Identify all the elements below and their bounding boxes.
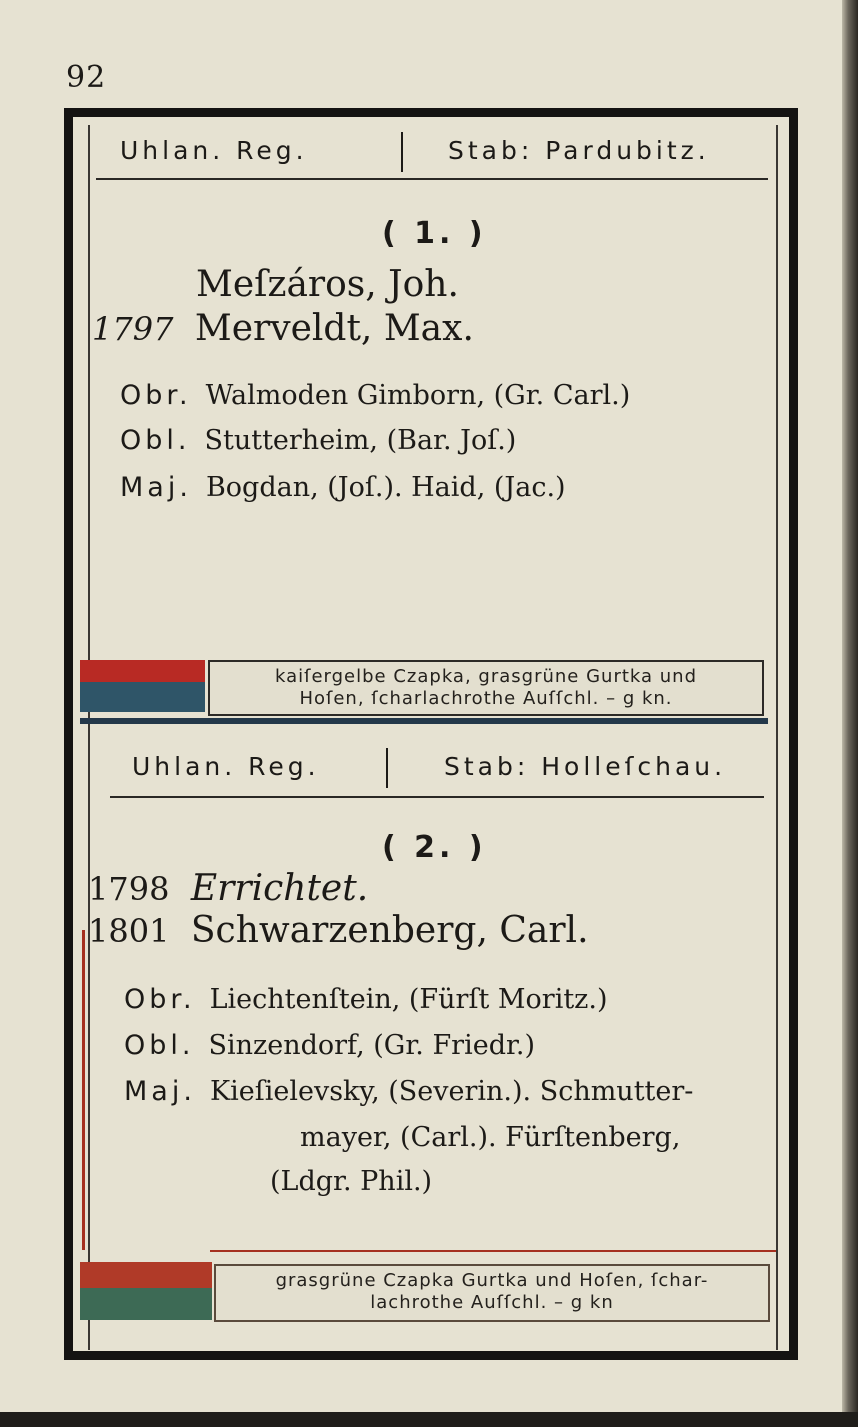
regiment-1-name-2 (92, 308, 474, 349)
rank: Obr. (124, 984, 196, 1015)
page-edge-bottom (0, 1412, 858, 1427)
inner-frame-left (88, 125, 90, 1350)
regiment-2-name-2 (88, 910, 589, 951)
regiment-2-color-swatch-green (80, 1288, 212, 1320)
regiment-1-color-swatch-blue (80, 682, 205, 712)
officer-text: Walmoden Gimborn, (Gr. Carl.) (205, 380, 631, 411)
regiment-1-header (96, 126, 768, 178)
regiment-1-officer-obl (120, 425, 516, 456)
page-edge-right (842, 0, 858, 1427)
regiment-2-header (96, 742, 768, 794)
regiment-1-uniform-description (208, 660, 764, 716)
rank: Obr. (120, 380, 192, 411)
regiment-2-officer-maj (124, 1076, 693, 1107)
name-text: Meſzáros, Joh. (196, 264, 459, 305)
regiment-2-uniform-description (214, 1264, 770, 1322)
regiment-2-number: ( 2. ) (382, 830, 487, 865)
regiment-2-header-rule (110, 796, 764, 798)
regiment-1-bottom-bar (80, 718, 768, 724)
header-separator (401, 132, 403, 172)
name-text: Schwarzenberg, Carl. (190, 910, 589, 951)
year: 1801 (88, 912, 170, 950)
rank: Obl. (124, 1030, 195, 1061)
regiment-1-name-1 (196, 264, 459, 305)
regiment-2-red-margin-line (82, 930, 85, 1250)
officer-text: Bogdan, (Joſ.). Haid, (Jac.) (205, 472, 566, 503)
regiment-2-header-right: Stab: Holleſchau. (444, 752, 727, 781)
regiment-1-officer-obr (120, 380, 630, 411)
regiment-2-officer-obr (124, 984, 608, 1015)
uniform-line-2: Hoſen, ſcharlachrothe Auſſchl. – g kn. (299, 688, 673, 709)
year: 1797 (92, 310, 174, 348)
regiment-2-continuation-2: (Ldgr. Phil.) (270, 1166, 433, 1197)
name-text: Merveldt, Max. (194, 308, 474, 349)
officer-text: Kieſielevsky, (Severin.). Schmutter- (209, 1076, 694, 1107)
regiment-2-name-1 (88, 868, 368, 909)
regiment-2-continuation-1: mayer, (Carl.). Fürſtenberg, (300, 1122, 681, 1153)
year: 1798 (88, 870, 170, 908)
header-separator (386, 748, 388, 788)
uniform-line-2: lachrothe Auſſchl. – g kn (370, 1292, 614, 1313)
regiment-1-number: ( 1. ) (382, 216, 487, 251)
regiment-2-red-rule (210, 1250, 776, 1252)
uniform-line-1: grasgrüne Czapka Gurtka und Hoſen, ſchar- (275, 1270, 709, 1291)
rank: Maj. (124, 1076, 196, 1107)
inner-frame-right (776, 125, 778, 1350)
officer-text: Liechtenſtein, (Fürſt Moritz.) (209, 984, 608, 1015)
officer-text: Stutterheim, (Bar. Joſ.) (204, 425, 517, 456)
regiment-2-color-swatch-red (80, 1262, 212, 1288)
rank: Maj. (120, 472, 192, 503)
regiment-1-header-rule (96, 178, 768, 180)
rank: Obl. (120, 425, 191, 456)
uniform-line-1: kaiſergelbe Czapka, grasgrüne Gurtka und (275, 666, 697, 687)
regiment-1-header-left: Uhlan. Reg. (120, 136, 308, 165)
regiment-1-officer-maj (120, 472, 566, 503)
regiment-1-color-swatch-red (80, 660, 205, 682)
regiment-2-header-left: Uhlan. Reg. (132, 752, 320, 781)
officer-text: Sinzendorf, (Gr. Friedr.) (208, 1030, 536, 1061)
name-text: Errichtet. (190, 868, 369, 909)
page-number: 92 (66, 60, 107, 95)
regiment-2-officer-obl (124, 1030, 535, 1061)
regiment-1-header-right: Stab: Pardubitz. (448, 136, 710, 165)
